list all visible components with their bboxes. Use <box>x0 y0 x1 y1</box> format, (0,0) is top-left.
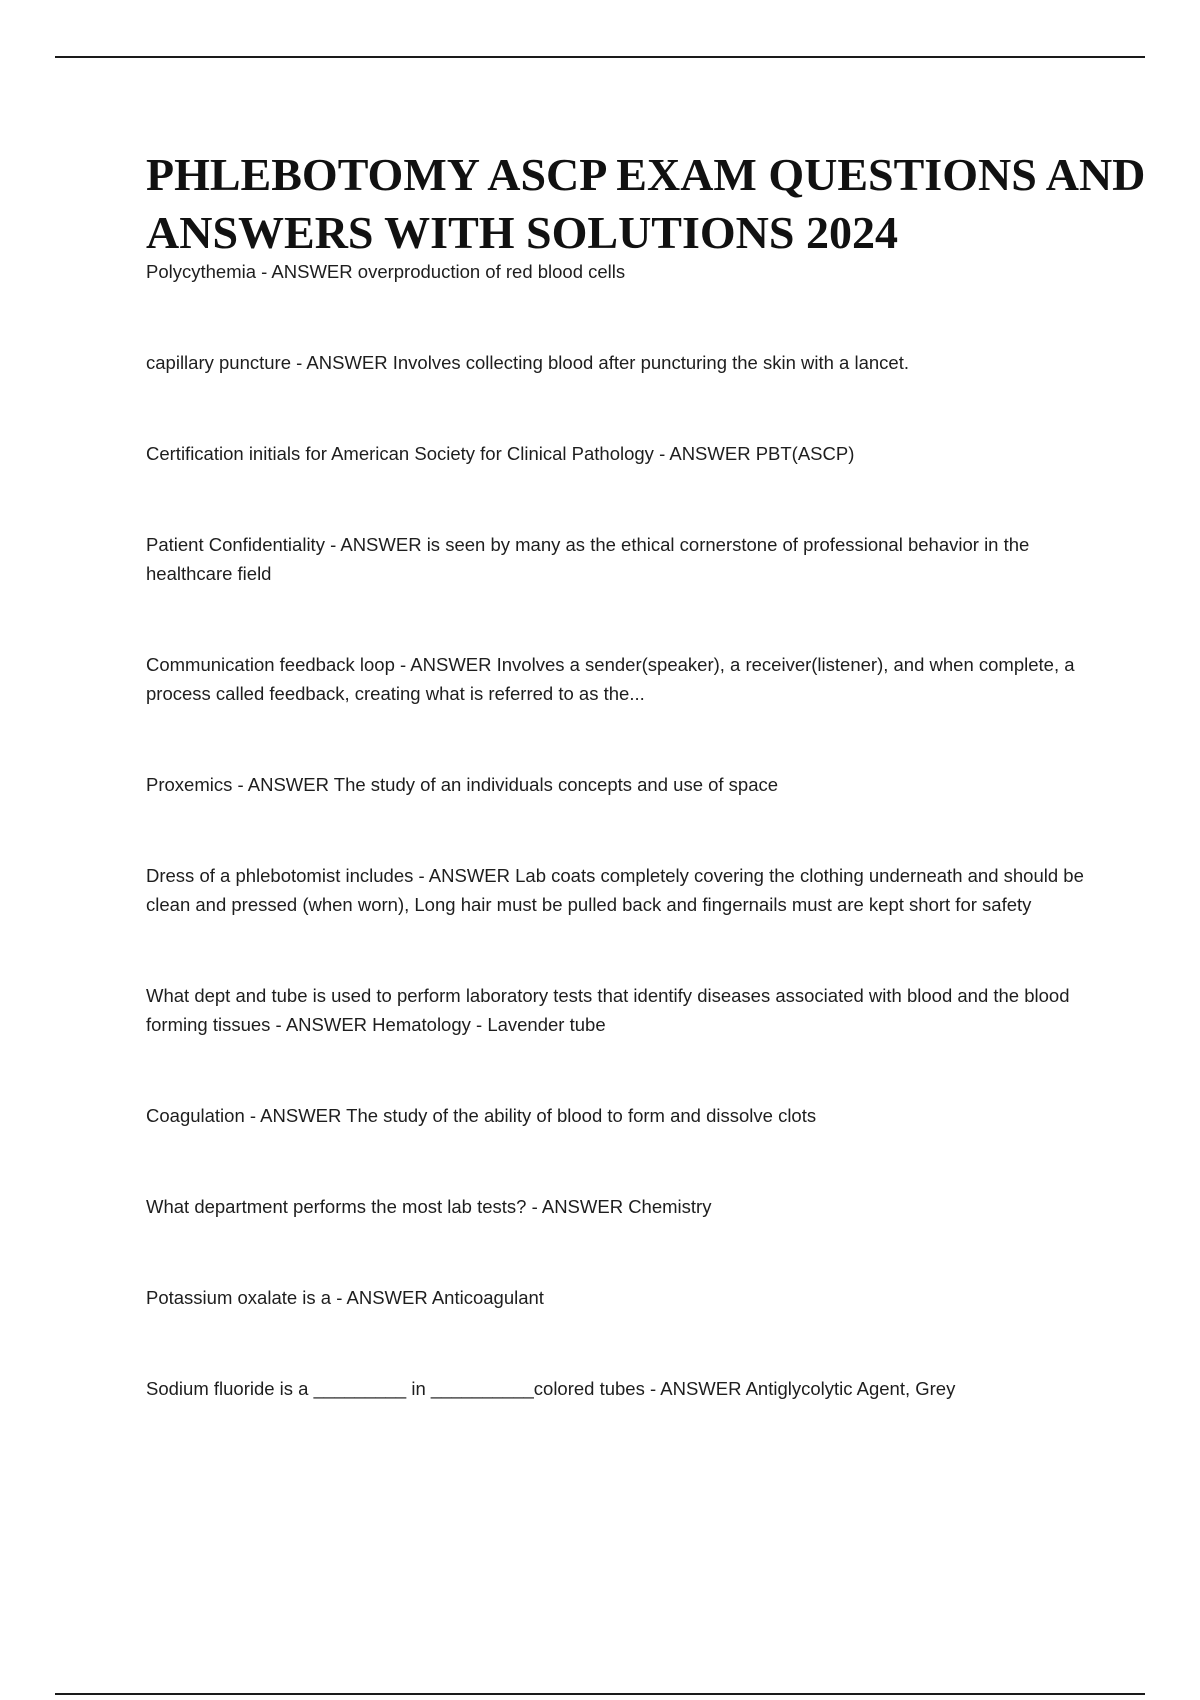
document-title: PHLEBOTOMY ASCP EXAM QUESTIONS AND ANSWERS WITH SOLUTIONS 2024 <box>146 149 1146 258</box>
qa-item: Coagulation - ANSWER The study of the ability of blood to form and dissolve clots <box>146 1105 817 1126</box>
bottom-divider <box>55 1693 1145 1695</box>
qa-item: Potassium oxalate is a - ANSWER Anticoagulant <box>146 1287 544 1308</box>
qa-item: Sodium fluoride is a _________ in __________colored tubes - ANSWER Antiglycolytic Agent, Grey <box>146 1378 956 1399</box>
qa-item: Dress of a phlebotomist includes - ANSWER Lab coats completely covering the clothing underneath and should be clean and pressed (when worn), Long hair must be pulled back and fingernails must are kept short for safety <box>146 865 1084 915</box>
qa-item: Polycythemia - ANSWER overproduction of red blood cells <box>146 261 626 282</box>
qa-item: Proxemics - ANSWER The study of an individuals concepts and use of space <box>146 774 779 795</box>
qa-item: Patient Confidentiality - ANSWER is seen by many as the ethical cornerstone of professional behavior in the healthcare field <box>146 534 1030 584</box>
qa-item: Certification initials for American Society for Clinical Pathology - ANSWER PBT(ASCP) <box>146 443 855 464</box>
qa-item: capillary puncture - ANSWER Involves collecting blood after puncturing the skin with a lancet. <box>146 352 909 373</box>
qa-item: What dept and tube is used to perform laboratory tests that identify diseases associated with blood and the blood forming tissues - ANSWER Hematology - Lavender tube <box>146 985 1070 1035</box>
qa-item: Communication feedback loop - ANSWER Involves a sender(speaker), a receiver(listener), and when complete, a process called feedback, creating what is referred to as the... <box>146 654 1075 704</box>
top-divider <box>55 56 1145 58</box>
qa-list <box>146 257 1086 1465</box>
qa-item: What department performs the most lab tests? - ANSWER Chemistry <box>146 1196 712 1217</box>
